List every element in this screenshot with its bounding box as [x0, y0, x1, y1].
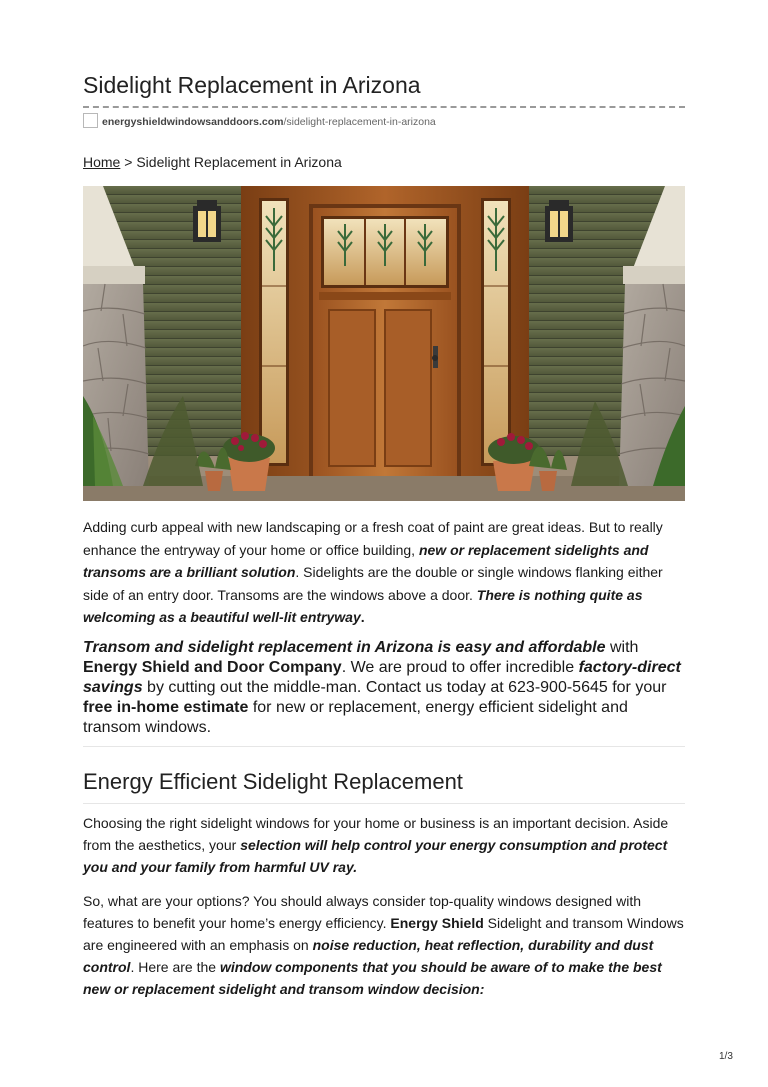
section-paragraph: [83, 812, 685, 878]
page-title: Sidelight Replacement in Arizona: [83, 72, 421, 98]
text-run: factory-direct savings: [83, 659, 681, 696]
text-run: Sidelight and transom Windows are engineered with an emphasis on: [83, 915, 684, 953]
text-run: new or replacement sidelights and transoms are a brilliant solution: [83, 541, 649, 580]
breadcrumb-home-link[interactable]: Home: [83, 154, 121, 170]
text-run: So, what are your options? You should always consider top-quality windows designed with features to benefit your home’s energy efficiency.: [83, 893, 642, 931]
text-run: Transom and sidelight replacement in Arizona is easy and affordable: [83, 639, 606, 656]
breadcrumb-separator: >: [120, 154, 137, 170]
hero-image: [83, 186, 685, 501]
section-heading: Energy Efficient Sidelight Replacement: [83, 769, 463, 794]
text-run: free in-home estimate: [83, 699, 249, 716]
text-run: for new or replacement, energy efficient sidelight and transom windows.: [83, 699, 628, 736]
section-divider: [83, 746, 685, 747]
text-run: . We are proud to offer incredible: [341, 659, 579, 676]
text-run: .: [360, 609, 365, 625]
text-run: noise reduction, heat reflection, durability and dust control: [83, 937, 654, 975]
intro-paragraph: [83, 516, 685, 629]
text-run: . Sidelights are the double or single windows flanking either side of an entry door. Transoms are the windows above a door.: [83, 564, 663, 603]
favicon-icon: [83, 113, 98, 128]
text-run: Energy Shield: [390, 915, 484, 931]
text-run: window components that you should be aware of to make the best new or replacement sidelight and transom window decision:: [83, 959, 662, 997]
options-paragraph: [83, 890, 685, 1000]
page-number: 1/3: [719, 1051, 733, 1062]
source-path[interactable]: /sidelight-replacement-in-arizona: [283, 116, 436, 128]
text-run: There is nothing quite as welcoming as a beautiful well-lit entryway: [83, 586, 643, 625]
breadcrumb: [83, 154, 342, 170]
title-divider: [83, 106, 685, 108]
offer-paragraph: [83, 638, 685, 738]
text-run: selection will help control your energy consumption and protect you and your family from harmful UV ray.: [83, 837, 668, 875]
breadcrumb-current: Sidelight Replacement in Arizona: [136, 154, 342, 170]
text-run: by cutting out the middle-man. Contact us today at 623-900-5645 for your: [142, 679, 667, 696]
text-run: Adding curb appeal with new landscaping or a fresh coat of paint are great ideas. But to really enhance the entryway of your home or office building,: [83, 519, 663, 558]
text-run: with: [605, 639, 639, 656]
source-url[interactable]: [102, 116, 436, 128]
source-domain[interactable]: energyshieldwindowsanddoors.com: [102, 116, 284, 128]
text-run: Energy Shield and Door Company: [83, 659, 342, 676]
text-run: . Here are the: [130, 959, 220, 975]
heading-divider: [83, 803, 685, 804]
text-run: Choosing the right sidelight windows for your home or business is an important decision. Aside from the aesthetics, your: [83, 815, 669, 853]
